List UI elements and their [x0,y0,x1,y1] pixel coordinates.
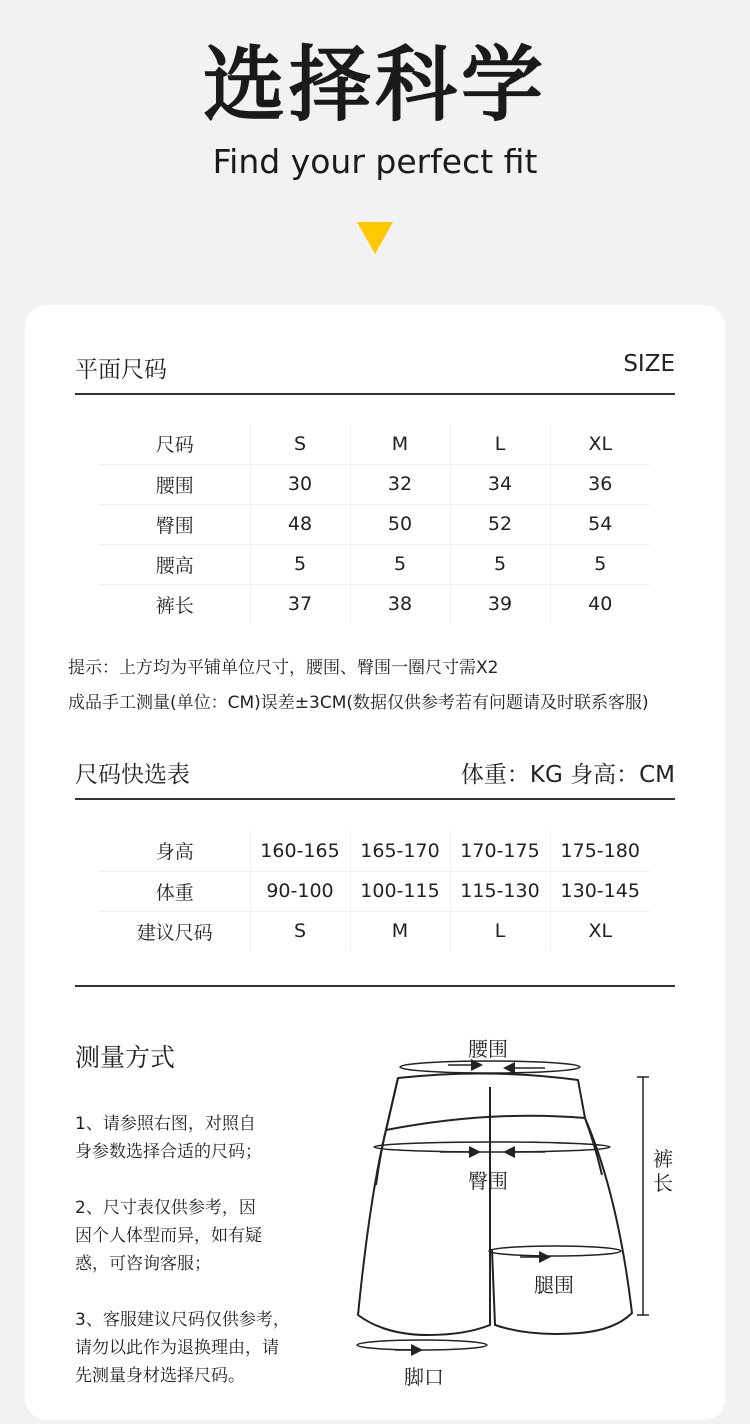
table-row [100,584,650,624]
table-cell: 37 [250,584,350,624]
note-line: 因个人体型而异，如有疑 [75,1226,262,1246]
table-cell: 5 [550,544,650,584]
row-header-cell: 体重 [100,871,250,911]
hero-title: 选择科学 [202,38,547,133]
table-cell: 5 [350,544,450,584]
table-cell: 115-130 [450,871,550,911]
note-line: 2、尺寸表仅供参考，因 [75,1198,256,1218]
table-cell: 30 [250,464,350,504]
table-cell: 38 [350,584,450,624]
row-header-cell: 尺码 [155,434,194,457]
down-triangle-icon [357,222,393,254]
table-cell: 34 [450,464,550,504]
shorts-illustration [340,1025,700,1395]
note-line: 惑，可咨询客服； [75,1254,211,1274]
size-section-title-en: SIZE [623,351,675,377]
table-row [100,424,650,464]
table-cell: 175-180 [550,831,650,871]
table-row [100,911,650,951]
table-cell: 130-145 [550,871,650,911]
row-header-cell: 建议尺码 [100,911,250,951]
table-cell: 54 [550,504,650,544]
quick-section-title: 尺码快选表 [75,762,190,788]
table-cell: 40 [550,584,650,624]
measure-note-2 [75,1194,315,1278]
table-cell: 32 [350,464,450,504]
label-hip: 臀围 [468,1169,508,1193]
table-cell: XL [550,911,650,951]
table-row [100,831,650,871]
size-section-header [75,345,675,395]
shorts-diagram [340,1025,700,1395]
note-line: 1、请参照右图，对照自 [75,1114,256,1134]
row-header-cell: 身高 [155,841,194,864]
table-cell: S [250,911,350,951]
table-cell: 50 [350,504,450,544]
label-length-top: 裤 [653,1147,673,1171]
label-thigh: 腿围 [534,1273,574,1297]
table-row [100,504,650,544]
table-row [100,544,650,584]
section-divider [75,985,675,987]
measure-note-3 [75,1306,335,1390]
table-cell: 52 [450,504,550,544]
quick-section-units: 体重：KG 身高：CM [460,762,675,788]
hero-subtitle: Find your perfect fit [212,142,538,181]
table-cell: 170-175 [450,831,550,871]
size-section-title: 平面尺码 [75,357,167,383]
label-hem: 脚口 [404,1365,444,1389]
table-cell: 36 [550,464,650,504]
table-cell: S [250,424,350,464]
note-line: 先测量身材选择尺码。 [75,1366,245,1386]
row-header-cell: 臀围 [100,504,250,544]
table-cell: 160-165 [250,831,350,871]
table-cell: L [450,424,550,464]
table-cell: 5 [250,544,350,584]
measure-title: 测量方式 [75,1043,176,1072]
table-cell: L [450,911,550,951]
size-table [100,424,650,624]
table-cell: 165-170 [350,831,450,871]
label-length-bottom: 长 [653,1171,673,1195]
row-header-cell: 裤长 [100,584,250,624]
table-cell: M [350,911,450,951]
note-line: 3、客服建议尺码仅供参考， [75,1310,290,1330]
table-cell: M [350,424,450,464]
row-header-cell: 腰围 [100,464,250,504]
row-header-cell: 腰高 [100,544,250,584]
table-cell: 5 [450,544,550,584]
size-tip-1: 提示：上方均为平铺单位尺寸，腰围、臀围一圈尺寸需X2 [68,658,499,678]
table-cell: XL [550,424,650,464]
note-line: 请勿以此作为退换理由，请 [75,1338,279,1358]
table-row [100,464,650,504]
note-line: 身参数选择合适的尺码； [75,1142,262,1162]
quick-section-header [75,750,675,800]
table-cell: 100-115 [350,871,450,911]
table-cell: 90-100 [250,871,350,911]
table-row [100,871,650,911]
label-waist: 腰围 [468,1037,508,1061]
measure-note-1 [75,1110,315,1166]
quick-table [100,831,650,951]
size-tip-2: 成品手工测量(单位：CM)误差±3CM(数据仅供参考若有问题请及时联系客服) [68,693,649,713]
table-cell: 48 [250,504,350,544]
table-cell: 39 [450,584,550,624]
